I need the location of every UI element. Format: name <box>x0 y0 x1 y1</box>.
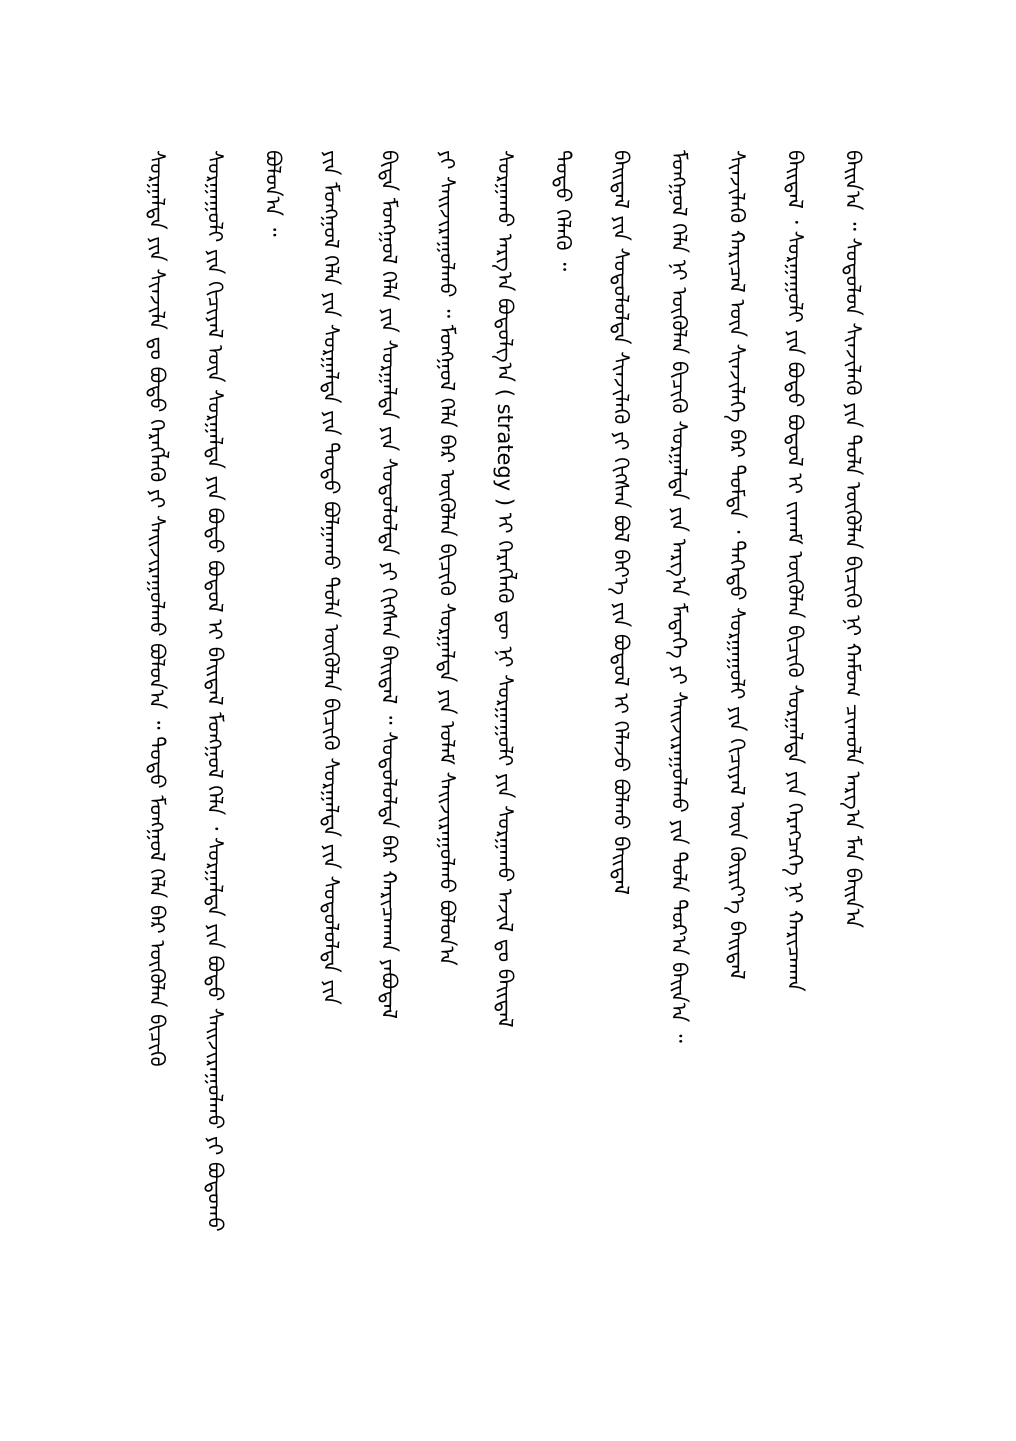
text-column-12: ᠰᠤᠷᠭᠠᠭᠤᠯᠢ ᠶᠢᠨ ᠬᠢᠴᠢᠶᠡᠯ ᠦᠨ ᠰᠤᠷᠭᠠᠯᠲᠠ ᠶᠢᠨ ᠪᠣᠳᠣ ᠪᠣᠳᠣᠯ ᠢ ᠪᠠᠢ᠌ᠳᠠᠯ ᠮᠣᠩᠭᠣᠯ ᠬᠡᠯᠡ ᠂ ᠰᠤᠷᠭᠠᠯᠲᠠ ᠶᠢᠨ ᠪᠣᠳᠣ ᠰᠠᠢ᠌ᠵᠢᠷᠠᠭᠤᠯᠬᠤ ᠶᠢ ᠪᠣᠳᠣᠬᠤ <box>203 150 227 1232</box>
text-column-5: ᠪᠠᠢ᠌ᠳᠠᠯ ᠶᠢᠨ ᠰᠣᠳᠤᠯᠤᠯᠲᠠ ᠰᠢᠨᠵᠢᠯᠡᠬᠦ ᠶᠢ ᠬᠢᠭᠰᠡᠨ ᠪᠣᠯ ᠪᠡᠶ᠎ᠡ ᠶᠢᠨ ᠪᠣᠳᠣᠯ ᠢ ᠬᠡᠯᠡᠵᠦ ᠪᠣᠯᠬᠤ ᠪᠠᠢ᠌ᠳᠠᠯ <box>609 150 633 895</box>
text-column-13: ᠰᠤᠷᠭᠠᠯᠲᠠ ᠶᠢᠨ ᠰᠢᠨᠵᠢᠯᠡ ᠳᠤ ᠪᠣᠳᠣ ᠬᠡᠷᠡᠭᠯᠡᠬᠦ ᠶᠢ ᠰᠠᠢ᠌ᠵᠢᠷᠠᠭᠤᠯᠬᠤ ᠪᠣᠯᠤᠨ᠎ᠠ ᠃ ᠲᠣᠳᠣ ᠮᠣᠩᠭᠣᠯ ᠬᠡᠯᠡ ᠪᠡᠷ ᠦᠭᠦᠯᠡᠨ ᠪᠢᠴᠢᠬᠦ <box>145 150 169 1067</box>
text-column-9: ᠪᠢᠳᠡ ᠮᠣᠩᠭᠣᠯ ᠬᠡᠯᠡ ᠶᠢᠨ ᠰᠤᠷᠭᠠᠯᠲᠠ ᠶᠢᠨ ᠰᠣᠳᠤᠯᠤᠯᠲᠠ ᠶᠢ ᠬᠢᠭᠰᠡᠨ ᠪᠠᠢ᠌ᠳᠠᠯ ᠃ ᠰᠣᠳᠤᠯᠤᠯᠲᠠ ᠪᠡᠷ ᠬᠠᠷᠢᠴᠠᠬᠠᠨ ᠶᠠᠪᠤᠳᠠᠯ <box>377 150 401 1019</box>
text-column-11: ᠪᠣᠯᠤᠨ᠎ᠠ ᠃ <box>261 150 285 237</box>
text-column-7: ᠰᠤᠷᠭᠠᠬᠤ ᠠᠷᠭ᠎ᠠ ᠪᠣᠳᠣᠯᠭ᠎ᠠ ( strategy ) ᠢ ᠬᠡᠷᠡᠭᠯᠡᠬᠦ ᠳᠦ ᠨᠢ ᠰᠤᠷᠭᠠᠭᠤᠯᠢ ᠶᠢᠨ ᠰᠤᠷᠭᠠᠬᠤ ᠠᠵᠢᠯ ᠳᠤ ᠪᠠᠢ᠌ᠳᠠᠯ <box>493 150 517 1028</box>
text-column-2: ᠪᠠᠢ᠌ᠳᠠᠯ ᠂ ᠰᠤᠷᠭᠠᠭᠤᠯᠢ ᠶᠢᠨ ᠪᠣᠳᠣ ᠪᠣᠳᠤᠯ ᠢ ᠵᠢᠬᠠᠮ ᠦᠭᠦᠯᠡᠨ ᠪᠢᠴᠢᠬᠦ ᠰᠤᠷᠭᠠᠯᠲᠠ ᠶᠢᠨ ᠬᠡᠷᠡᠭᠴᠡᠭᠡ ᠨᠢ ᠬᠠᠷᠢᠴᠠᠬᠠᠨ <box>783 150 807 992</box>
text-column-4: ᠮᠣᠩᠭᠣᠯ ᠬᠡᠯᠡ ᠨᠢ ᠦᠭᠦᠯᠡᠨ ᠪᠢᠴᠢᠬᠦ ᠰᠤᠷᠭᠠᠯᠲᠠ ᠶᠢᠨ ᠠᠷᠭ᠎ᠠ ᠮᠡᠳᠡᠭᠡ ᠶᠢ ᠰᠠᠢ᠌ᠵᠢᠷᠠᠭᠤᠯᠬᠤ ᠶᠢᠨ ᠲᠤᠯᠠ ᠳᠤᠷ᠎ᠠ ᠪᠠᠢ᠌ᠨ᠎ᠠ ᠃ <box>667 150 691 1043</box>
text-column-1: ᠪᠠᠢ᠌ᠨ᠎ᠠ ᠃ ᠰᠣᠳᠤᠯᠤᠨ ᠰᠢᠨᠵᠢᠯᠡᠬᠦ ᠶᠢᠨ ᠲᠤᠯᠠ ᠦᠭᠦᠯᠡᠨ ᠪᠢᠴᠢᠬᠦ ᠨᠢ ᠬᠠᠮᠤᠭ ᠴᠢᠬᠤᠯᠠ ᠠᠷᠭ᠎ᠠ ᠮᠠᠨ ᠪᠠᠢ᠌ᠨ᠎ᠠ <box>841 150 865 929</box>
text-column-3: ᠰᠢᠨᠵᠢᠯᠡᠬᠦ ᠬᠠᠷᠢᠴᠠᠯ ᠦᠨ ᠰᠢᠨᠵᠢᠯᠡᠭᠡ ᠪᠡᠷ ᠳᠤᠮᠳᠠ ᠂ ᠳᠡᠭᠡᠳᠦ ᠰᠤᠷᠭᠠᠭᠤᠯᠢ ᠶᠢᠨ ᠬᠢᠴᠢᠶᠡᠯ ᠦᠨ ᠬᠦᠷᠢᠶ᠎ᠡ ᠪᠠᠢ᠌ᠳᠠᠯ <box>725 150 749 980</box>
text-column-8: ᠶᠢ ᠰᠠᠢ᠌ᠵᠢᠷᠠᠭᠤᠯᠬᠤ ᠃ ᠮᠣᠩᠭᠣᠯ ᠬᠡᠯᠡ ᠪᠡᠷ ᠦᠭᠦᠯᠡᠨ ᠪᠢᠴᠢᠬᠦ ᠰᠤᠷᠭᠠᠯᠲᠠ ᠶᠢᠨ ᠤᠯᠠᠮ ᠰᠠᠢ᠌ᠵᠢᠷᠠᠭᠤᠯᠬᠤ ᠪᠣᠯᠤᠨ᠎ᠠ <box>435 150 459 966</box>
text-column-6: ᠲᠣᠳᠣ ᠬᠡᠯᠡᠬᠦ ᠃ <box>551 150 575 272</box>
text-column-10: ᠶᠢᠨ ᠮᠣᠩᠭᠣᠯ ᠬᠡᠯᠡ ᠶᠢᠨ ᠰᠤᠷᠭᠠᠯᠲᠠ ᠶᠢᠨ ᠲᠣᠳᠣ ᠪᠣᠯᠭᠠᠬᠤ ᠲᠤᠯᠠ ᠦᠭᠦᠯᠡᠨ ᠪᠢᠴᠢᠬᠦ ᠰᠤᠷᠭᠠᠯᠲᠠ ᠶᠢᠨ ᠰᠣᠳᠤᠯᠤᠯᠲᠠ ᠶᠢᠨ <box>319 150 343 1005</box>
